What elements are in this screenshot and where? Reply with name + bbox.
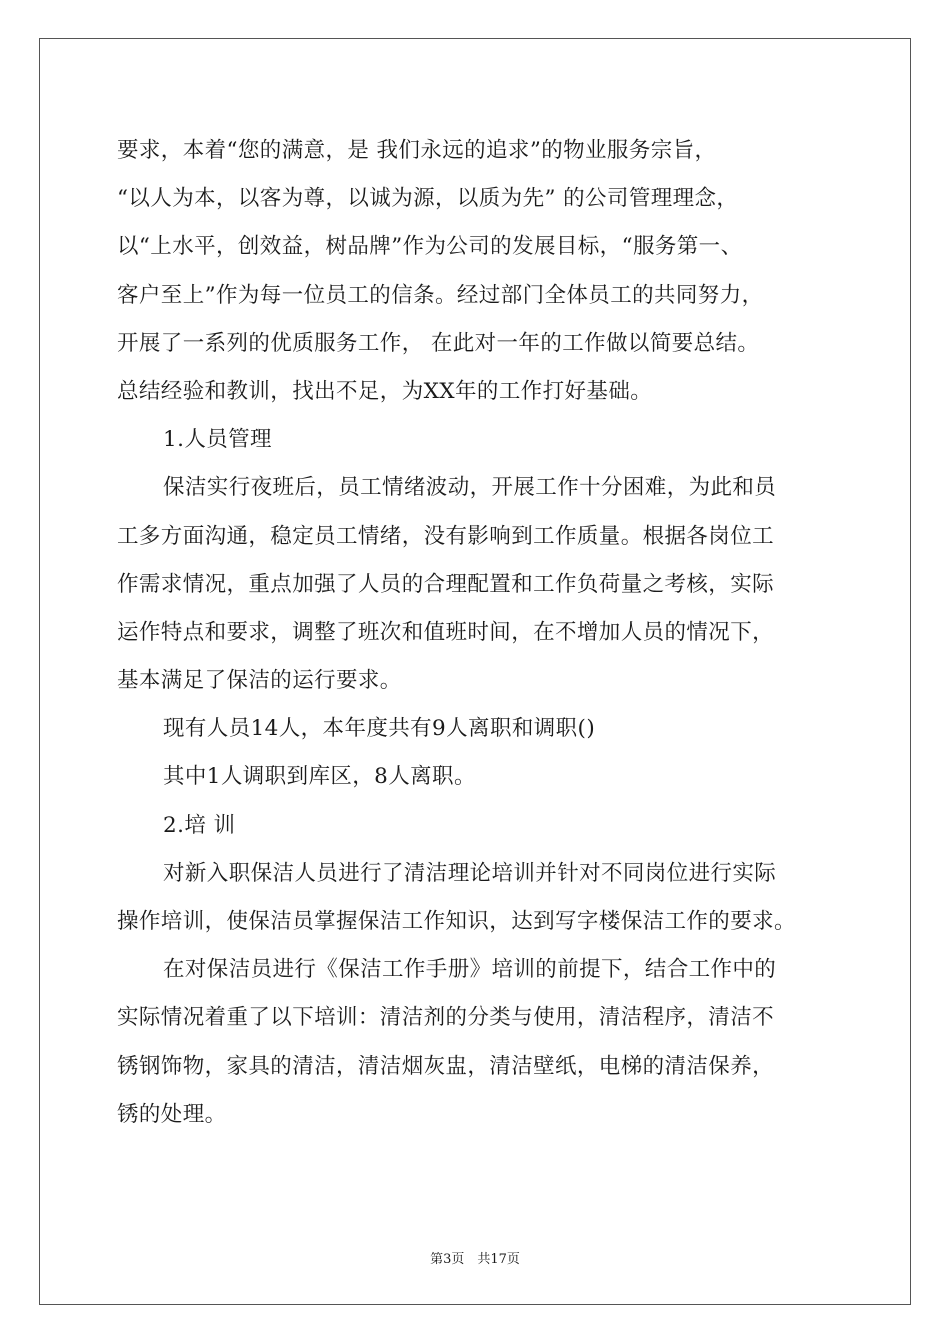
- text-line: 客户至上”作为每一位员工的信条。经过部门全体员工的共同努力，: [117, 282, 764, 308]
- text-line: 现有人员14人，本年度共有9人离职和调职(): [163, 716, 596, 742]
- text-line: 1.人员管理: [163, 427, 272, 453]
- text-line: 保洁实行夜班后，员工情绪波动，开展工作十分困难，为此和员: [163, 475, 777, 501]
- document-body: [117, 127, 837, 1139]
- text-line: 总结经验和教训，找出不足，为XX年的工作打好基础。: [117, 378, 653, 404]
- text-line: 工多方面沟通，稳定员工情绪，没有影响到工作质量。根据各岗位工: [117, 523, 775, 549]
- text-line: “以人为本，以客为尊，以诚为源，以质为先” 的公司管理理念，: [117, 186, 739, 212]
- page-number-footer: 第3页 共17页: [430, 1252, 520, 1267]
- text-line: 实际情况着重了以下培训：清洁剂的分类与使用，清洁程序，清洁不: [117, 1005, 775, 1031]
- text-line: 基本满足了保洁的运行要求。: [117, 668, 402, 694]
- text-line: 在对保洁员进行《保洁工作手册》培训的前提下，结合工作中的: [163, 957, 777, 983]
- text-line: 开展了一系列的优质服务工作， 在此对一年的工作做以简要总结。: [117, 330, 760, 356]
- text-line: 作需求情况，重点加强了人员的合理配置和工作负荷量之考核，实际: [117, 571, 775, 597]
- text-line: 锈的处理。: [117, 1101, 227, 1127]
- text-line: 对新入职保洁人员进行了清洁理论培训并针对不同岗位进行实际: [163, 860, 777, 886]
- text-line: 以“上水平，创效益，树品牌”作为公司的发展目标，“服务第一、: [117, 234, 743, 260]
- text-line: 运作特点和要求，调整了班次和值班时间，在不增加人员的情况下，: [117, 619, 775, 645]
- text-line: 锈钢饰物，家具的清洁，清洁烟灰盅，清洁壁纸，电梯的清洁保养，: [117, 1053, 775, 1079]
- text-line: 其中1人调职到库区，8人离职。: [163, 764, 476, 790]
- text-line: 操作培训，使保洁员掌握保洁工作知识，达到写字楼保洁工作的要求。: [117, 909, 796, 934]
- text-line: 要求，本着“您的满意，是 我们永远的追求”的物业服务宗旨，: [117, 138, 717, 163]
- text-line: 2.培 训: [163, 812, 236, 838]
